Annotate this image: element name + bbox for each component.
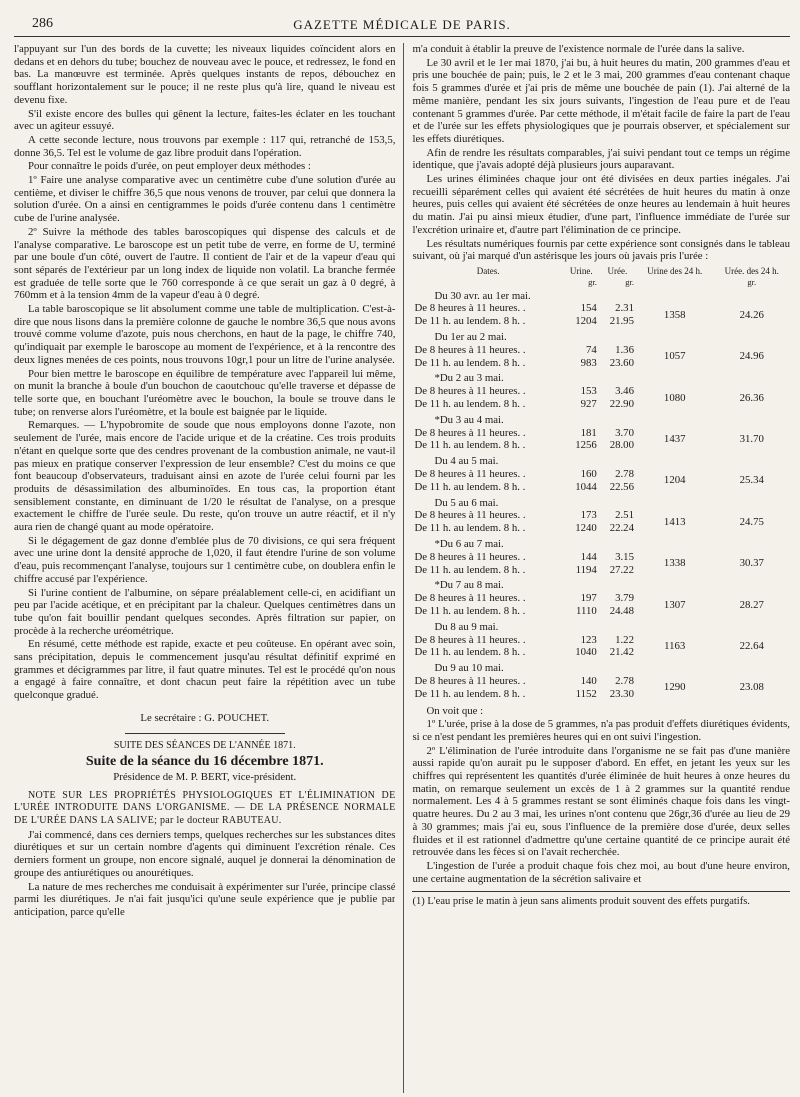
table-header-row	[412, 265, 790, 278]
paragraph: L'ingestion de l'urée a produit chaque fois chez moi, au bout d'une heure environ, une certaine augmentation de la sécrétion salivaire et	[412, 860, 790, 885]
paragraph: Pour bien mettre le baroscope en équilibre de température avec l'appareil lui même, on munit la branche à boule d'un bouchon de caoutchouc qu'elle traverse et dépasse de telle sorte que, en bouchant l'uréomètre avec le bouchon, la boule se trouve dans le tube; on renverse alors l'uréomètre, et la boule est baignée par le liquide.	[14, 367, 396, 418]
table-row	[412, 385, 790, 398]
row-urine: 1044	[575, 480, 597, 493]
row-uree: 3.70	[615, 426, 634, 439]
row-period: De 11 h. au lendem. 8 h. .	[414, 398, 526, 411]
total-urine-24h: 1080	[663, 391, 686, 404]
row-urine: 1040	[575, 646, 597, 659]
total-urine-24h: 1413	[663, 515, 686, 528]
paragraph: Si le dégagement de gaz donne d'emblée plus de 70 divisions, ce qui sera fréquent avec une urine dont la densité approche de 1,020, il faut étendre l'urine de son volume d'eau, puis recommençant l'analyse, toujours sur 1 centimètre cube, on doublera enfin le chiffre accusé par l'expérience.	[14, 534, 396, 585]
columns	[14, 43, 790, 1093]
table-row	[412, 509, 790, 522]
row-period: De 8 heures à 11 heures. .	[414, 426, 526, 439]
table-unit-row	[412, 278, 790, 287]
row-period: De 11 h. au lendem. 8 h. .	[414, 563, 526, 576]
row-uree: 2.78	[615, 468, 634, 481]
row-uree: 22.90	[609, 398, 634, 411]
row-uree: 23.60	[609, 356, 634, 369]
paragraph: J'ai commencé, dans ces derniers temps, quelques recherches sur les substances dites diurétiques et sur un certain nombre d'agents qui diminuent l'excrétion rénale. Ces derniers forment un groupe, non encore signalé, auquel je donnerai la dénomination de groupe des antiurétiques ou anourétiques.	[14, 828, 396, 879]
row-urine: 927	[580, 398, 597, 411]
row-uree: 2.31	[615, 302, 634, 315]
total-urine-24h: 1163	[664, 639, 686, 652]
total-uree-24h: 24.96	[739, 350, 764, 363]
total-uree-24h: 31.70	[739, 433, 764, 446]
row-urine: 154	[580, 302, 597, 315]
paragraph: 2º L'élimination de l'urée introduite dans l'organisme ne se fait pas d'une manière aussi rapide qu'on aurait pu le supposer d'abord. En effet, en jetant les yeux sur les chiffres qui représentent les quantités d'urée éliminée de huit heures à onze heures du matin, on remarque seulement un excès de 1 à 2 grammes sur la quantité rendue normalement. Les 4 à 5 grammes restant se sont éliminés chaque fois dans les vingt-quatre heures. Du 2 au 3 mai, les urines n'ont contenu que 26gr,36 d'urée au lieu de 29 à 30 grammes; mais j'ai eu, sous l'influence de la première dose d'urée, deux selles fluides et il est rationnel d'admettre qu'une certaine quantité de ce principe aurait été retrouvée dans les fèces si on l'avait recherchée.	[412, 744, 790, 859]
total-urine-24h: 1290	[663, 681, 686, 694]
header-urine: Urine.	[569, 265, 593, 276]
row-urine: 983	[580, 356, 597, 369]
paragraph: S'il existe encore des bulles qui gênent la lecture, faites-les éclater en les touchant avec un agiteur essuyé.	[14, 107, 396, 133]
row-urine: 1194	[575, 563, 597, 576]
page-number: 286	[32, 16, 53, 31]
row-period: De 11 h. au lendem. 8 h. .	[414, 315, 526, 328]
right-column	[403, 43, 790, 1093]
table-group-row	[412, 659, 790, 675]
row-urine: 197	[580, 592, 597, 605]
paragraph: 1º L'urée, prise à la dose de 5 grammes, n'a pas produit d'effets diurétiques évidents, si ce n'est pendant les premières heures qui en ont suivi l'ingestion.	[412, 718, 790, 743]
total-uree-24h: 24.26	[739, 308, 764, 321]
secretary-signature: Le secrétaire : G. POUCHET.	[140, 711, 270, 724]
paragraph: En résumé, cette méthode est rapide, exacte et peu coûteuse. En opérant avec soin, sans précipitation, depuis le commencement jusqu'au résultat définitif exprimé en grammes et décigrammes par litre, il faut quatre minutes. Tel est le procédé qu'on nous a engagé à faire connaître, et dont chacun peut faire la répétition avec un tube quelconque gradué.	[14, 638, 396, 702]
row-uree: 3.15	[615, 550, 634, 563]
paragraph: A cette seconde lecture, nous trouvons par exemple : 117 qui, retranché de 153,5, donne 36,5. Tel est le volume de gaz libre produit dans l'opération.	[14, 133, 396, 159]
paragraph: m'a conduit à établir la preuve de l'existence normale de l'urée dans la salive.	[412, 43, 745, 55]
table-group-row	[412, 369, 790, 385]
left-top-text	[14, 43, 395, 702]
unit-urine-24h	[636, 278, 713, 287]
row-urine: 181	[580, 426, 597, 439]
group-date-label: Du 9 au 10 mai.	[434, 662, 504, 675]
unit-urine: gr.	[588, 276, 597, 287]
row-period: De 11 h. au lendem. 8 h. .	[414, 356, 526, 369]
row-uree: 28.00	[609, 439, 634, 452]
row-uree: 22.24	[609, 522, 634, 535]
group-date-label: Du 30 avr. au 1er mai.	[434, 289, 531, 302]
group-date-label: Du 4 au 5 mai.	[434, 455, 499, 468]
row-urine: 1240	[575, 522, 597, 535]
paragraph: On voit que :	[426, 704, 484, 717]
table-group-row	[412, 494, 790, 510]
row-period: De 8 heures à 11 heures. .	[414, 468, 526, 481]
row-urine: 173	[580, 509, 597, 522]
journal-title: GAZETTE MÉDICALE DE PARIS.	[293, 17, 511, 32]
row-urine: 1152	[575, 687, 597, 700]
table-row	[412, 427, 790, 440]
total-urine-24h: 1338	[663, 557, 686, 570]
row-urine: 144	[580, 550, 597, 563]
group-date-label: Du 5 au 6 mai.	[434, 496, 499, 509]
group-date-label: Du 1er au 2 mai.	[434, 331, 507, 344]
table-row	[412, 344, 790, 357]
table-row	[412, 551, 790, 564]
row-period: De 11 h. au lendem. 8 h. .	[414, 646, 526, 659]
right-top-text	[412, 43, 790, 263]
table-group-row	[412, 576, 790, 592]
row-period: De 8 heures à 11 heures. .	[414, 633, 526, 646]
footnote: (1) L'eau prise le matin à jeun sans aliments produit souvent des effets purgatifs.	[412, 891, 790, 909]
row-period: De 11 h. au lendem. 8 h. .	[414, 687, 526, 700]
paragraph: Pour connaître le poids d'urée, on peut employer deux méthodes :	[28, 160, 311, 173]
header-dates: Dates.	[476, 265, 500, 276]
unit-blank	[412, 278, 563, 287]
header-uree-24h: Urée. des 24 h.	[724, 265, 779, 276]
note-title: NOTE SUR LES PROPRIÉTÉS PHYSIOLOGIQUES ET L'ÉLIMINATION DE L'URÉE INTRODUITE DANS L'ORGANISME. — DE LA PRÉSENCE NORMALE DE L'URÉE DANS LA SALIVE; par le docteur RABUTEAU.	[14, 789, 396, 827]
row-uree: 3.46	[615, 385, 634, 398]
paragraph: 2º Suivre la méthode des tables baroscopiques qui dispense des calculs et de l'analyse comparative. Le baroscope est un petit tube de verre, en forme de U, terminé par une boule d'un côté, ouvert de l'autre. Il contient de l'air et de la vapeur d'eau qui sont séparés de l'extérieur par un long index de liquide non volatil. La branche fermée est graduée de telle sorte que le 760 corresponde à ce que serait un gaz à 0 degré, à 760mm et à la tension 4mm de la vapeur d'eau à 0 degré.	[14, 225, 396, 302]
table-group-row	[412, 535, 790, 551]
row-period: De 8 heures à 11 heures. .	[414, 674, 526, 687]
group-date-label: *Du 6 au 7 mai.	[434, 538, 504, 550]
paragraph: La nature de mes recherches me conduisait à expérimenter sur l'urée, principe classé parmi les diurétiques. Je n'ai fait jusqu'ici qu'une seule expérience que je publie par anticipation, parce qu'elle	[14, 880, 396, 918]
row-period: De 8 heures à 11 heures. .	[414, 385, 526, 398]
urine-results-table	[412, 265, 790, 701]
table-group-row	[412, 411, 790, 427]
table-row	[412, 675, 790, 688]
table-group-row	[412, 328, 790, 344]
paragraph: Les urines éliminées chaque jour ont été divisées en deux parties inégales. J'ai recueilli séparément celles qui avaient été sécrétées de huit heures du matin à onze heures, puis celles qui avaient été sécrétées de onze heures au lendemain à huit heures du matin. J'ai pu ainsi mieux étudier, d'une part, l'influence immédiate de l'urée sur l'excrétion urinaire et, d'autre part l'élimination de ce principe.	[412, 173, 790, 236]
row-urine: 153	[580, 385, 597, 398]
row-period: De 8 heures à 11 heures. .	[414, 509, 526, 522]
row-uree: 27.22	[609, 563, 634, 576]
row-uree: 23.30	[609, 687, 634, 700]
total-uree-24h: 22.64	[739, 639, 764, 652]
total-uree-24h: 30.37	[739, 557, 764, 570]
row-uree: 3.79	[615, 592, 634, 605]
unit-uree: gr.	[625, 276, 634, 287]
total-urine-24h: 1204	[663, 474, 686, 487]
group-date-label: *Du 2 au 3 mai.	[434, 372, 504, 385]
presidency-line: Présidence de M. P. BERT, vice-président.	[113, 770, 297, 783]
total-uree-24h: 24.75	[739, 515, 764, 528]
page-header	[14, 14, 790, 37]
row-urine: 160	[580, 468, 597, 481]
row-period: De 8 heures à 11 heures. .	[414, 550, 526, 563]
table-group-row	[412, 452, 790, 468]
paragraph: Afin de rendre les résultats comparables, j'ai suivi pendant tout ce temps un régime identique, que j'avais adopté déjà plusieurs jours auparavant.	[412, 146, 790, 172]
paragraph: Le 30 avril et le 1er mai 1870, j'ai bu, à huit heures du matin, 200 grammes d'eau et pris une bouchée de pain; puis, le 2 et le 3 mai, 200 grammes d'eau contenant chaque fois 5 grammes d'urée et j'ai pris de même une bouchée de pain (1). J'ai alterné de la même manière, pendant les six jours suivants, l'ingestion de l'eau pure et de l'eau contenant 5 grammes d'urée. Par cette méthode, il m'était facile de faire la part de l'eau et de l'urée sur les effets physiologiques que je pourrais observer, et spécialement sur les effets diurétiques.	[412, 56, 790, 145]
row-uree: 21.95	[609, 315, 634, 328]
section-divider	[125, 733, 285, 734]
table-group-row	[412, 287, 790, 303]
row-uree: 24.48	[609, 604, 634, 617]
row-period: De 11 h. au lendem. 8 h. .	[414, 439, 526, 452]
row-urine: 123	[580, 633, 597, 646]
row-uree: 1.22	[615, 633, 634, 646]
row-period: De 11 h. au lendem. 8 h. .	[414, 522, 526, 535]
row-period: De 8 heures à 11 heures. .	[414, 343, 526, 356]
row-period: De 11 h. au lendem. 8 h. .	[414, 480, 526, 493]
row-uree: 1.36	[615, 343, 634, 356]
table-row	[412, 468, 790, 481]
table-group-row	[412, 618, 790, 634]
table-row	[412, 302, 790, 315]
total-urine-24h: 1057	[663, 350, 686, 363]
total-urine-24h: 1358	[663, 308, 686, 321]
total-uree-24h: 26.36	[739, 391, 764, 404]
row-urine: 140	[580, 674, 597, 687]
row-urine: 1204	[575, 315, 597, 328]
paragraph: La table baroscopique se lit absolument comme une table de multiplication. C'est-à-dire que nous lisons dans la première colonne de gauche le nombre 36,5 que nous avons trouvé comme volume d'azote, puis nous cherchons, en haut de la page, le chiffre 740, qu'indiquait par exemple le baroscope au moment de l'expérience, et à la rencontre des deux lignes menées de ces points, nous trouvons 10gr,1 pour un litre de l'urine analysée.	[14, 303, 396, 366]
paragraph: Remarques. — L'hypobromite de soude que nous employons donne l'azote, non seulement de l'urée, mais encore de l'acide urique et de la créatine. Ces trois produits n'étant en quelque sorte que des cendres provenant de la combustion animale, ne vaut-il pas mieux en pratique conserver l'expression de leur ensemble? C'est du moins ce que font beaucoup d'observateurs, traduisant ainsi en azote de l'urée celui fourni par les produits de désassimilation des albuminoïdes. En tous cas, la proportion étant sensiblement constante, en diminuant de 1/20 le résultat de l'analyse, on a presque exactement le chiffre de l'urée seule. Du reste, qu'on trouve un autre réactif, et il n'y aura rien de changé quant au mode opératoire.	[14, 419, 396, 534]
total-uree-24h: 23.08	[739, 681, 764, 694]
row-urine: 74	[586, 343, 597, 356]
row-urine: 1110	[576, 604, 597, 617]
group-date-label: Du 8 au 9 mai.	[434, 620, 499, 633]
paragraph: Si l'urine contient de l'albumine, on sépare préalablement celle-ci, en acidifiant un peu par l'acide acétique, et en précipitant par la chaleur. Quelques centimètres dans un tube qu'on fait bouillir pendant quelques secondes. Après filtration sur papier, on procède à la recherche uréométrique.	[14, 586, 396, 637]
row-period: De 8 heures à 11 heures. .	[414, 302, 526, 315]
header-uree: Urée.	[607, 265, 628, 276]
row-urine: 1256	[575, 439, 597, 452]
unit-uree-24h: gr.	[747, 276, 757, 287]
paragraph: 1º Faire une analyse comparative avec un centimètre cube d'une solution d'urée au centième, et diviser le chiffre 36,5 que nous venons de trouver, par celui que donnera la solution d'urée. On a ainsi en centigrammes le poids d'urée contenu dans 1 centimètre cube de l'urine analysée.	[14, 174, 396, 225]
row-period: De 11 h. au lendem. 8 h. .	[414, 604, 526, 617]
paragraph: l'appuyant sur l'un des bords de la cuvette; les niveaux liquides coïncident alors en dedans et en dehors du tube; bouchez de nouveau avec le pouce, et redressez, le fond en bas. La manœuvre est terminée. Après quelques instants de repos, débouchez en soufflant horizontalement sur le pouce; il ne reste plus qu'à lire, quand le niveau est devenu fixe.	[14, 43, 396, 106]
header-urine-24h: Urine des 24 h.	[647, 265, 703, 276]
row-uree: 21.42	[609, 646, 634, 659]
row-uree: 2.78	[615, 674, 634, 687]
table-row	[412, 634, 790, 647]
paragraph: Les résultats numériques fournis par cette expérience sont consignés dans le tableau suivant, où j'ai marqué d'un astérisque les jours où javais pris l'urée :	[412, 237, 790, 263]
total-urine-24h: 1307	[663, 598, 686, 611]
right-bottom-text	[412, 705, 790, 886]
session-heading: Suite de la séance du 16 décembre 1871.	[85, 754, 324, 770]
row-uree: 22.56	[609, 480, 634, 493]
group-date-label: *Du 7 au 8 mai.	[434, 579, 504, 592]
total-uree-24h: 25.34	[739, 474, 764, 487]
table-row	[412, 592, 790, 605]
session-title: SUITE DES SÉANCES DE L'ANNÉE 1871.	[113, 739, 296, 751]
left-bottom-text	[14, 829, 395, 919]
group-date-label: *Du 3 au 4 mai.	[434, 413, 504, 426]
row-uree: 2.51	[615, 509, 634, 522]
row-period: De 8 heures à 11 heures. .	[414, 592, 526, 605]
total-uree-24h: 28.27	[739, 598, 764, 611]
total-urine-24h: 1437	[663, 433, 686, 446]
left-column	[14, 43, 395, 1093]
